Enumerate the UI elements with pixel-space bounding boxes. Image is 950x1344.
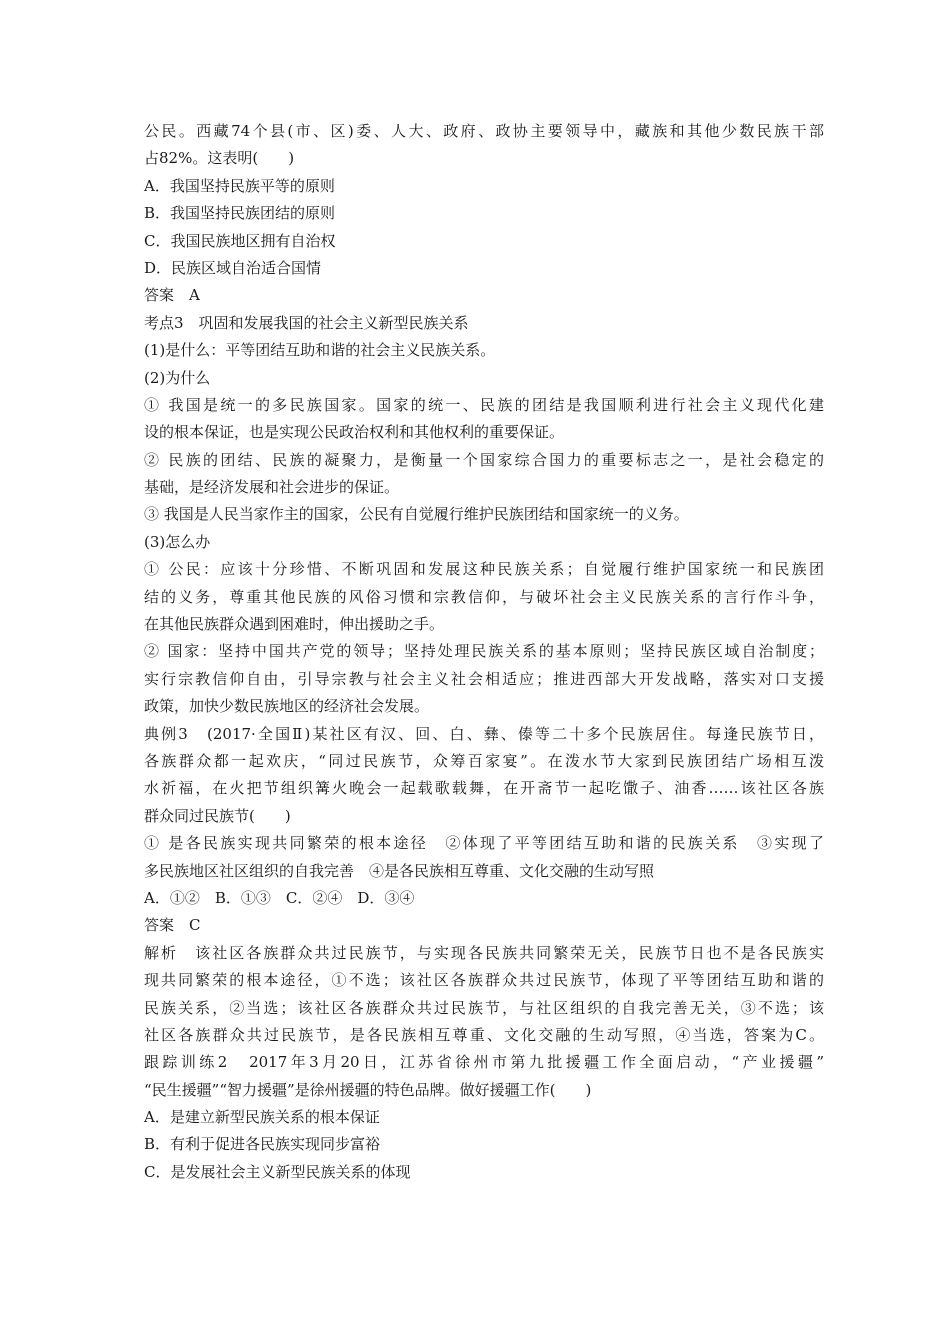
text-line: B．我国坚持民族团结的原则 [144, 204, 336, 223]
text-line: 跟踪训练2 2017年3月20日，江苏省徐州市第九批援疆工作全面启动，“产业援疆” [144, 1053, 824, 1072]
text-line: 典例3 (2017·全国Ⅱ)某社区有汉、回、白、彝、傣等二十多个民族居住。每逢民族节日， [144, 724, 824, 743]
text-line: A．是建立新型民族关系的根本保证 [144, 1108, 380, 1127]
text-line: 民族关系，②当选；该社区各族群众共过民族节，与社区组织的自我完善无关，③不选；该 [144, 998, 824, 1017]
text-line: 解析 该社区各族群众共过民族节，与实现各民族共同繁荣无关，民族节日也不是各民族实 [144, 943, 824, 962]
text-line: 基础，是经济发展和社会进步的保证。 [144, 478, 400, 497]
text-line: 答案 C [144, 916, 201, 935]
text-line: 多民族地区社区组织的自我完善 ④是各民族相互尊重、文化交融的生动写照 [144, 861, 655, 880]
text-line: ① 是各民族实现共同繁荣的根本途径 ②体现了平等团结互助和谐的民族关系 ③实现了 [144, 834, 824, 853]
text-line: (1)是什么：平等团结互助和谐的社会主义民族关系。 [144, 341, 496, 360]
text-line: 社区各族群众共过民族节，是各民族相互尊重、文化交融的生动写照，④当选，答案为C。 [144, 1025, 824, 1044]
text-line: A．我国坚持民族平等的原则 [144, 176, 335, 195]
text-line: 群众同过民族节( ) [144, 806, 291, 825]
document-body [144, 118, 824, 1186]
text-line: B．有利于促进各民族实现同步富裕 [144, 1135, 381, 1154]
text-line: 在其他民族群众遇到困难时，伸出援助之手。 [144, 615, 445, 634]
text-line: 结的义务，尊重其他民族的风俗习惯和宗教信仰，与破坏社会主义民族关系的言行作斗争， [144, 587, 824, 606]
text-line: A．①② B．①③ C．②④ D．③④ [144, 888, 415, 907]
text-line: (2)为什么 [144, 368, 211, 387]
text-line: ② 国家：坚持中国共产党的领导；坚持处理民族关系的基本原则；坚持民族区域自治制度； [144, 642, 824, 661]
text-line: 实行宗教信仰自由，引导宗教与社会主义社会相适应；推进西部大开发战略，落实对口支援 [144, 669, 824, 688]
text-line: 考点3 巩固和发展我国的社会主义新型民族关系 [144, 313, 469, 332]
text-line: “民生援疆”“智力援疆”是徐州援疆的特色品牌。做好援疆工作( ) [144, 1080, 592, 1099]
text-line: C．我国民族地区拥有自治权 [144, 231, 336, 250]
text-line: 水祈福，在火把节组织篝火晚会一起载歌载舞，在开斋节一起吃馓子、油香……该社区各族 [144, 779, 824, 798]
text-line: 现共同繁荣的根本途径，①不选；该社区各族群众共过民族节，体现了平等团结互助和谐的 [144, 971, 824, 990]
text-line: 各族群众都一起欢庆，“同过民族节，众筹百家宴”。在泼水节大家到民族团结广场相互泼 [144, 751, 824, 770]
text-line: D．民族区域自治适合国情 [144, 258, 322, 277]
text-line: 政策，加快少数民族地区的经济社会发展。 [144, 697, 430, 716]
text-line: ② 民族的团结、民族的凝聚力，是衡量一个国家综合国力的重要标志之一，是社会稳定的 [144, 450, 824, 469]
text-line: 占82%。这表明( ) [144, 149, 295, 168]
text-line: 答案 A [144, 286, 200, 305]
text-line: ① 公民：应该十分珍惜、不断巩固和发展这种民族关系；自觉履行维护国家统一和民族团 [144, 560, 824, 579]
text-line: ③ 我国是人民当家作主的国家，公民有自觉履行维护民族团结和国家统一的义务。 [144, 505, 689, 524]
text-line: ① 我国是统一的多民族国家。国家的统一、民族的团结是我国顺利进行社会主义现代化建 [144, 395, 824, 414]
text-line: 设的根本保证，也是实现公民政治权利和其他权利的重要保证。 [144, 423, 565, 442]
text-line: (3)怎么办 [144, 532, 211, 551]
text-line: 公民。西藏74个县(市、区)委、人大、政府、政协主要领导中，藏族和其他少数民族干部 [144, 122, 824, 140]
text-line: C．是发展社会主义新型民族关系的体现 [144, 1162, 411, 1181]
